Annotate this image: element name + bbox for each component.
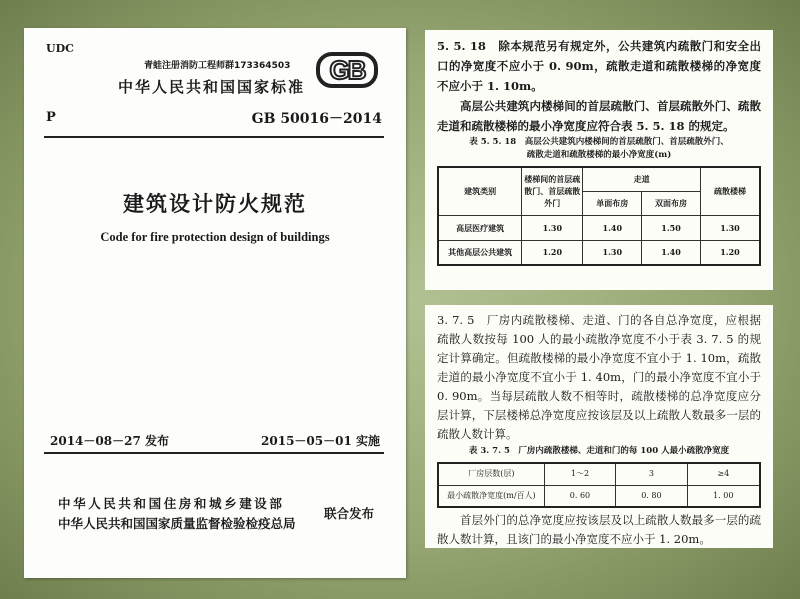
cell: 1.40 — [642, 240, 701, 265]
header-cell: 双面布房 — [642, 191, 701, 215]
publisher-2: 中华人民共和国国家质量监督检验检疫总局 — [58, 516, 296, 531]
cell: 厂房层数(层) — [438, 463, 544, 485]
width-table-5-5-18 — [437, 166, 761, 266]
cell: 3 — [616, 463, 687, 485]
cell: 1. 00 — [687, 485, 760, 507]
joint-release: 联合发布 — [324, 506, 375, 521]
table-row — [438, 485, 760, 507]
header-cell: 建筑类别 — [438, 167, 522, 215]
width-table-3-7-5 — [437, 462, 761, 508]
effective-date: 2015－05－01 实施 — [261, 434, 380, 448]
table-row — [438, 215, 760, 240]
table-caption: 表 3. 7. 5 厂房内疏散楼梯、走道和门的每 100 人最小疏散净宽度 — [468, 446, 730, 456]
header-cell: 走道 — [583, 167, 701, 191]
cell: 1.30 — [700, 215, 760, 240]
standard-cover — [24, 28, 406, 578]
gb-logo: GB — [316, 52, 378, 88]
title-cn: 建筑设计防火规范 — [123, 192, 307, 216]
table-caption: 疏散走道和疏散楼梯的最小净宽度(m) — [526, 150, 672, 160]
clause-paragraph: 首层外门的总净宽度应按该层及以上疏散人数最多一层的疏散人数计算，且该门的最小净宽度不应小于 1. 20m。 — [437, 513, 761, 546]
category-label: P — [46, 110, 56, 125]
cell: 1.20 — [700, 240, 760, 265]
cell: 0. 80 — [616, 485, 687, 507]
clause-paragraph: 5. 5. 18 除本规范另有规定外，公共建筑内疏散门和安全出口的净宽度不应小于 0. 90m，疏散走道和疏散楼梯的净宽度不应小于 1. 10m。 — [437, 39, 761, 93]
clause-3-7-5-panel — [425, 305, 773, 548]
table-row — [438, 240, 760, 265]
cell: 1～2 — [544, 463, 615, 485]
cell: 1.30 — [583, 240, 642, 265]
udc-label: UDC — [46, 42, 74, 55]
cell: 1.40 — [583, 215, 642, 240]
clause-paragraph: 3. 7. 5 厂房内疏散楼梯、走道、门的各自总净宽度，应根据疏散人数按每 100 人的最小疏散净宽度不小于表 3. 7. 5 的规定计算确定。但疏散楼梯的最小净宽度不宜小于 1. 10m，疏散走道的最小净宽度不宜小于 1. 40m，门的最小净宽度不宜小于 0. 90m。当每层疏散人数不相等时，疏散楼梯的总净宽度应分层计算，下层楼梯总净宽度应按该层及以上疏散人数最多一层的疏散人数计算。 — [437, 313, 761, 441]
table-row — [438, 463, 760, 485]
cell: ≥4 — [687, 463, 760, 485]
cell: 1.50 — [642, 215, 701, 240]
header-cell: 楼梯间的首层疏散门、首层疏散外门 — [522, 167, 583, 215]
cell: 高层医疗建筑 — [438, 215, 522, 240]
cell: 1.30 — [522, 215, 583, 240]
title-en: Code for fire protection design of buildings — [100, 230, 330, 244]
divider — [44, 136, 384, 138]
cell: 最小疏散净宽度(m/百人) — [438, 485, 544, 507]
header-cell: 单面布房 — [583, 191, 642, 215]
watermark-text: 青蛙注册消防工程师群173364503 — [144, 61, 291, 71]
publisher-1: 中华人民共和国住房和城乡建设部 — [58, 496, 285, 511]
divider — [44, 452, 384, 454]
national-standard-label: 中华人民共和国国家标准 — [118, 78, 306, 96]
cell: 0. 60 — [544, 485, 615, 507]
header-cell: 疏散楼梯 — [700, 167, 760, 215]
cell: 1.20 — [522, 240, 583, 265]
table-caption: 表 5. 5. 18 高层公共建筑内楼梯间的首层疏散门、首层疏散外门、 — [469, 137, 729, 147]
cell: 其他高层公共建筑 — [438, 240, 522, 265]
clause-5-5-18-panel — [425, 30, 773, 290]
standard-code: GB 50016－2014 — [251, 111, 382, 127]
clause-paragraph: 高层公共建筑内楼梯间的首层疏散门、首层疏散外门、疏散走道和疏散楼梯的最小净宽度应符合表 5. 5. 18 的规定。 — [437, 99, 761, 133]
issue-date: 2014－08－27 发布 — [50, 434, 169, 448]
